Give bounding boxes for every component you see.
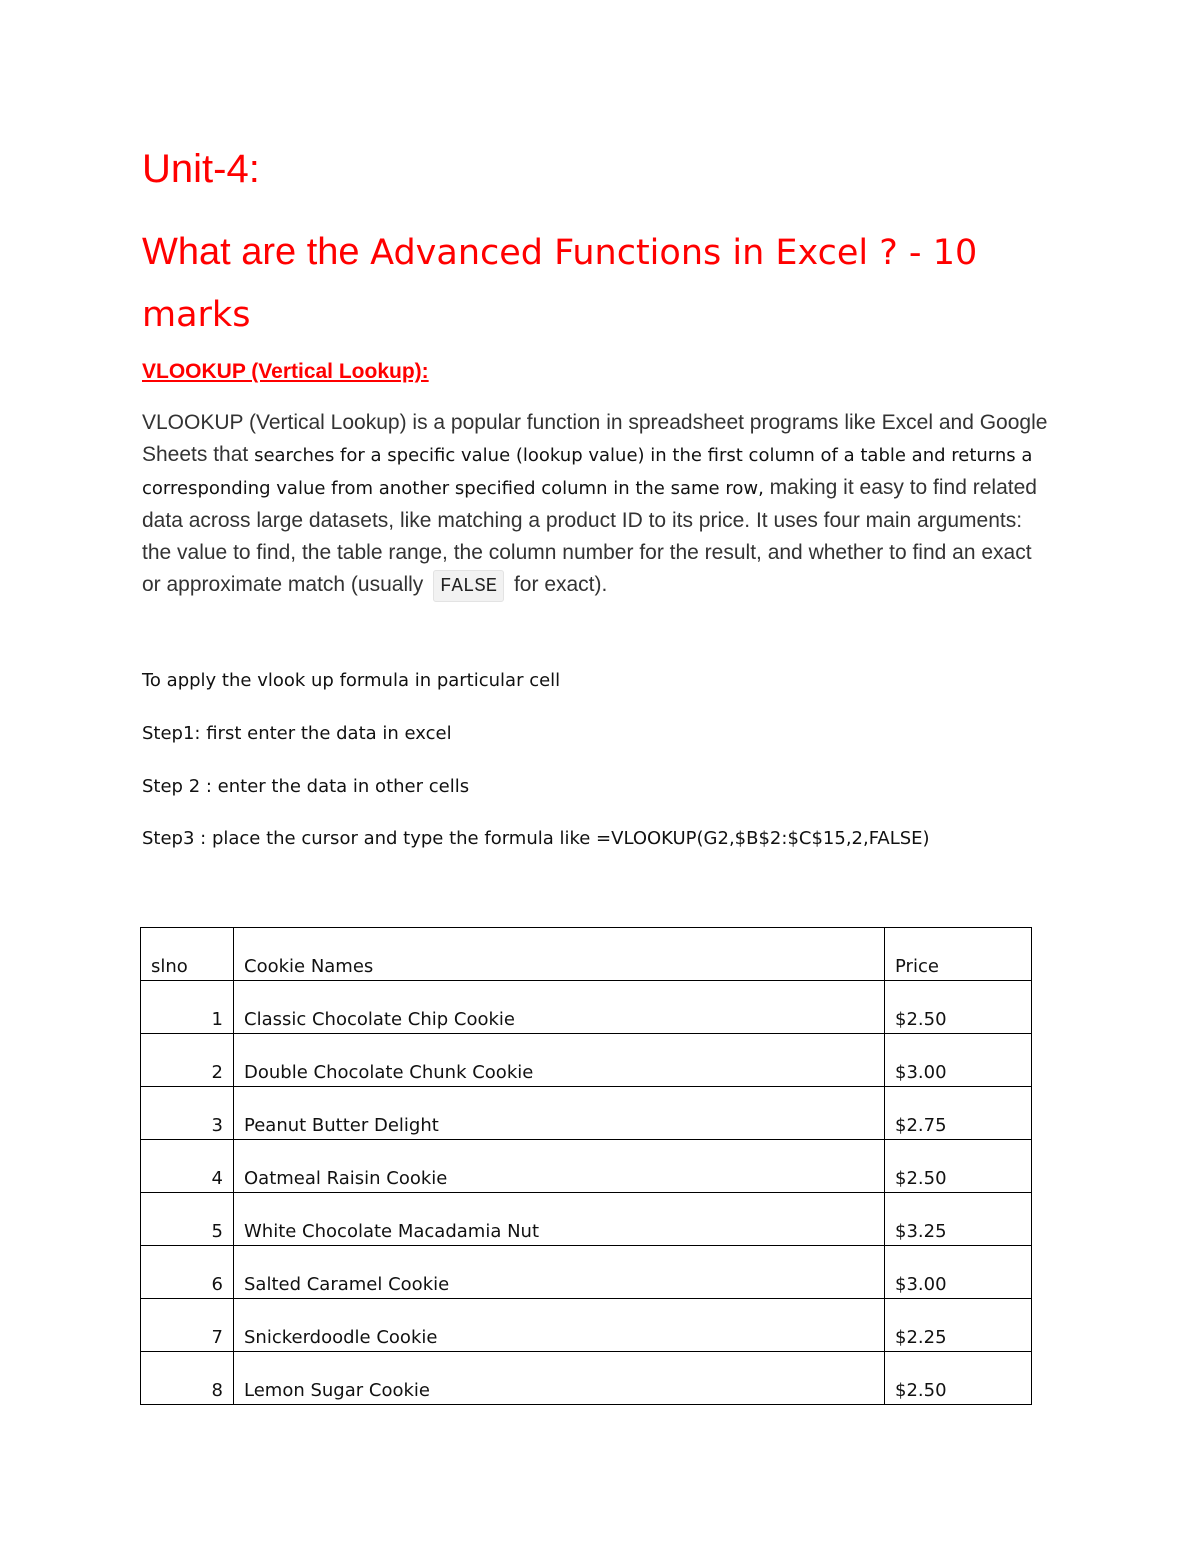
header-cookie-names: Cookie Names	[234, 928, 885, 981]
cell-price: $3.00	[885, 1034, 1032, 1087]
cell-price: $3.00	[885, 1246, 1032, 1299]
cell-slno: 2	[141, 1034, 234, 1087]
table-row	[141, 1140, 1032, 1193]
cell-cookie-name: Oatmeal Raisin Cookie	[234, 1140, 885, 1193]
table-row	[141, 1246, 1032, 1299]
cell-cookie-name: Lemon Sugar Cookie	[234, 1352, 885, 1405]
cell-cookie-name: Snickerdoodle Cookie	[234, 1299, 885, 1352]
cell-cookie-name: Classic Chocolate Chip Cookie	[234, 981, 885, 1034]
cell-cookie-name: White Chocolate Macadamia Nut	[234, 1193, 885, 1246]
question-part-2: Advanced Functions in Excel ? - 10 marks	[142, 233, 978, 335]
cell-slno: 3	[141, 1087, 234, 1140]
question-heading	[142, 222, 1062, 346]
step-3: Step3 : place the cursor and type the formula like =VLOOKUP(G2,$B$2:$C$15,2,FALSE)	[142, 828, 930, 849]
cell-price: $2.25	[885, 1299, 1032, 1352]
cell-price: $2.50	[885, 1140, 1032, 1193]
step-2: Step 2 : enter the data in other cells	[142, 776, 470, 797]
cell-price: $3.25	[885, 1193, 1032, 1246]
cell-slno: 6	[141, 1246, 234, 1299]
cell-slno: 7	[141, 1299, 234, 1352]
table-row	[141, 1193, 1032, 1246]
cell-slno: 4	[141, 1140, 234, 1193]
paragraph-rest: making it easy to find related data across large datasets, like matching a product ID to its price. It uses four main arguments: the value to find, the table range, the column number for the result, and whether to find an exact or approximate match (usually	[142, 476, 1037, 596]
table-row	[141, 1034, 1032, 1087]
header-price: Price	[885, 928, 1032, 981]
paragraph-end: for exact).	[508, 573, 608, 596]
cell-price: $2.75	[885, 1087, 1032, 1140]
table-row	[141, 1087, 1032, 1140]
section-heading-vlookup: VLOOKUP (Vertical Lookup):	[142, 360, 429, 383]
cell-cookie-name: Peanut Butter Delight	[234, 1087, 885, 1140]
table-row	[141, 981, 1032, 1034]
cell-slno: 1	[141, 981, 234, 1034]
header-slno: slno	[141, 928, 234, 981]
cell-slno: 5	[141, 1193, 234, 1246]
step-intro: To apply the vlook up formula in particular cell	[142, 670, 561, 691]
cell-price: $2.50	[885, 981, 1032, 1034]
cell-cookie-name: Double Chocolate Chunk Cookie	[234, 1034, 885, 1087]
cell-price: $2.50	[885, 1352, 1032, 1405]
table-header-row	[141, 928, 1032, 981]
paragraph-emphasis: searches for a specific value (lookup value) in the first column of a table and returns a corresponding value from another specified column in the same row,	[142, 445, 1033, 499]
paragraph-intro: VLOOKUP (Vertical Lookup) is a popular function in spreadsheet programs like Excel and Google Sheets that	[142, 411, 1048, 466]
question-part-1: What are the	[142, 231, 371, 273]
cookie-price-table	[140, 927, 1032, 1405]
table-row	[141, 1299, 1032, 1352]
cell-cookie-name: Salted Caramel Cookie	[234, 1246, 885, 1299]
vlookup-description	[142, 407, 1052, 602]
unit-title: Unit-4:	[142, 147, 260, 191]
table-row	[141, 1352, 1032, 1405]
step-1: Step1: first enter the data in excel	[142, 723, 452, 744]
cell-slno: 8	[141, 1352, 234, 1405]
inline-code-false: FALSE	[433, 570, 504, 602]
